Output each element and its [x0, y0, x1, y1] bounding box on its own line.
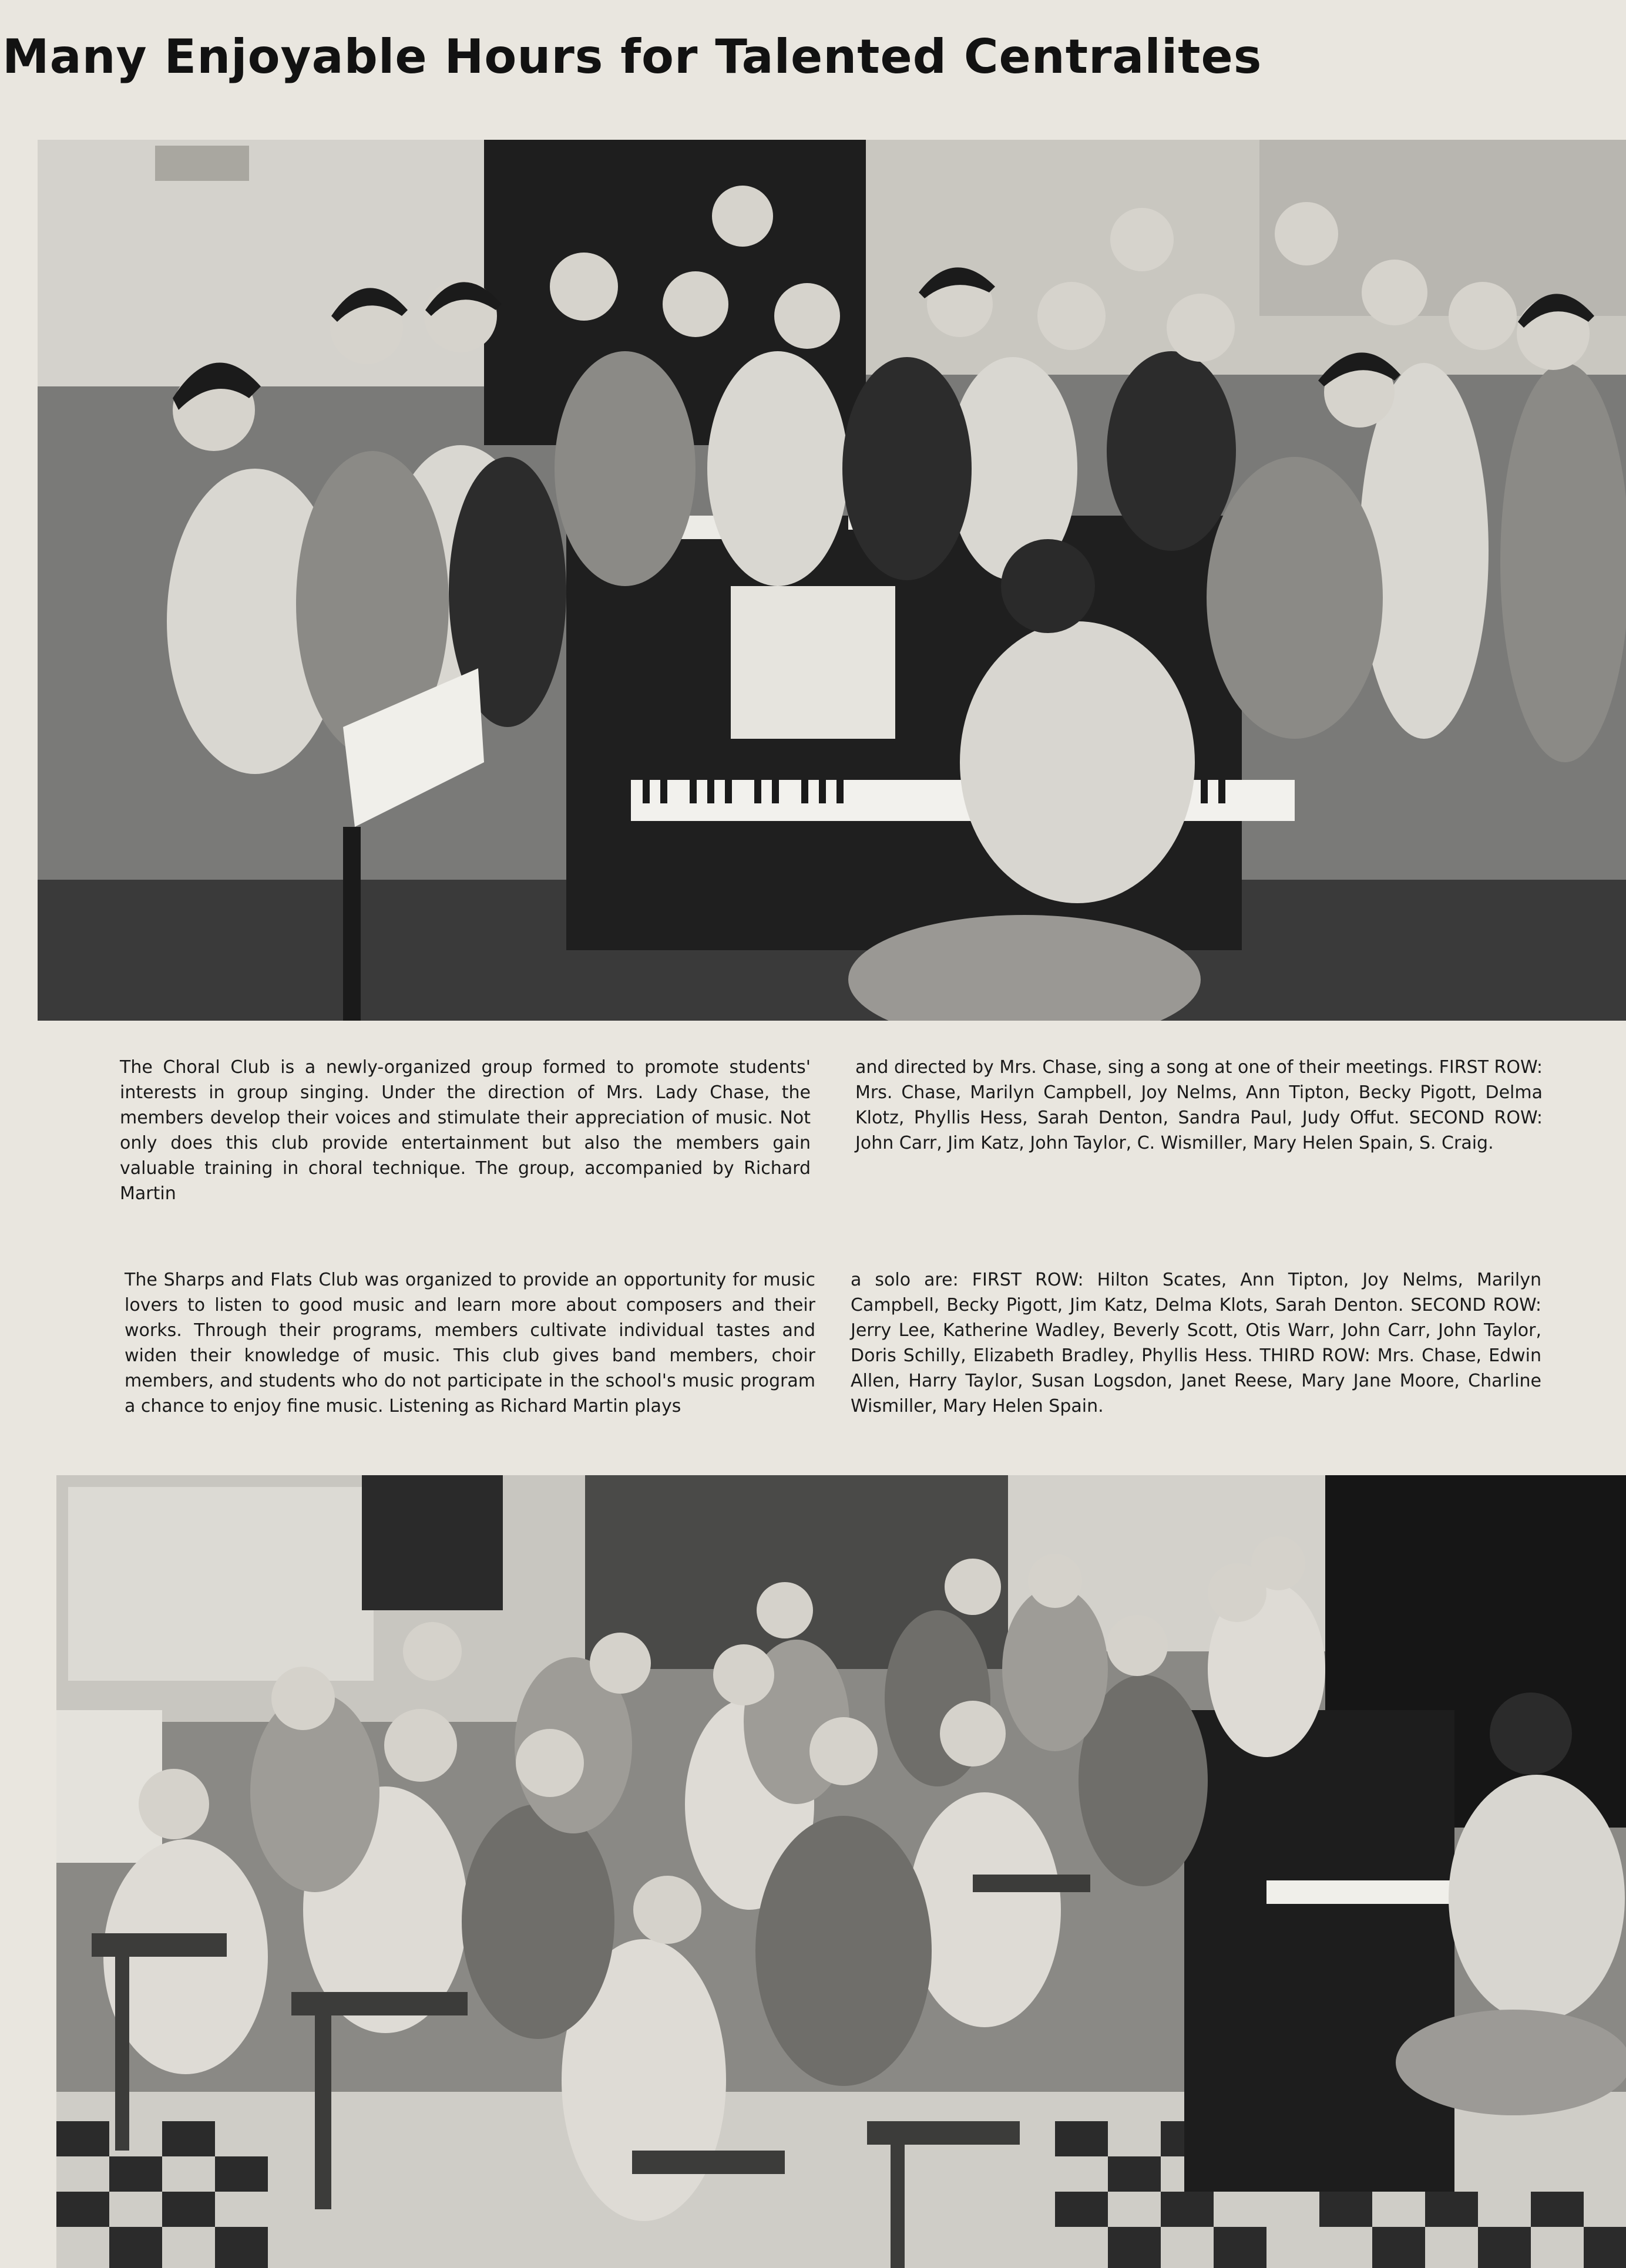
- choral-club-caption-col2: and directed by Mrs. Chase, sing a song at one of their meetings. FIRST ROW: Mrs. Chase, Marilyn Campbell, Joy Nelms, Ann Tipton, Becky Pigott, Delma Klotz, Phyllis Hess, Sarah Denton, Sandra Paul, Judy Offut. SECOND ROW: John Carr, Jim Katz, John Taylor, C. Wismiller, Mary Helen Spain, S. Craig.: [855, 1057, 1543, 1153]
- page-title: Many Enjoyable Hours for Talented Centralites: [2, 29, 1262, 84]
- sharps-flats-caption-col2: a solo are: FIRST ROW: Hilton Scates, Ann Tipton, Joy Nelms, Marilyn Campbell, Becky Pigott, Jim Katz, Delma Klots, Sarah Denton. SECOND ROW: Jerry Lee, Katherine Wadley, Beverly Scott, Otis Warr, John Carr, John Taylor, Doris Schilly, Elizabeth Bradley, Phyllis Hess. THIRD ROW: Mrs. Chase, Edwin Allen, Harry Taylor, Susan Logsdon, Janet Reese, Mary Jane Moore, Charline Wismiller, Mary Helen Spain.: [851, 1270, 1541, 1416]
- sharps-flats-club-photo: [56, 1475, 1626, 2268]
- choral-club-photo: [38, 140, 1626, 1021]
- choral-club-caption-col1: The Choral Club is a newly-organized group formed to promote students' interests in group singing. Under the direction of Mrs. Lady Chase, the members develop their voices and stimulate their appreciation of music. Not only does this club provide entertainment but also the members gain valuable training in choral technique. The group, accompanied by Richard Martin: [120, 1057, 811, 1204]
- sharps-flats-caption-col1: The Sharps and Flats Club was organized to provide an opportunity for music lovers to listen to good music and learn more about composers and their works. Through their programs, members cultivate individual tastes and widen their knowledge of music. This club gives band members, choir members, and students who do not participate in the school's music program a chance to enjoy fine music. Listening as Richard Martin plays: [125, 1270, 815, 1416]
